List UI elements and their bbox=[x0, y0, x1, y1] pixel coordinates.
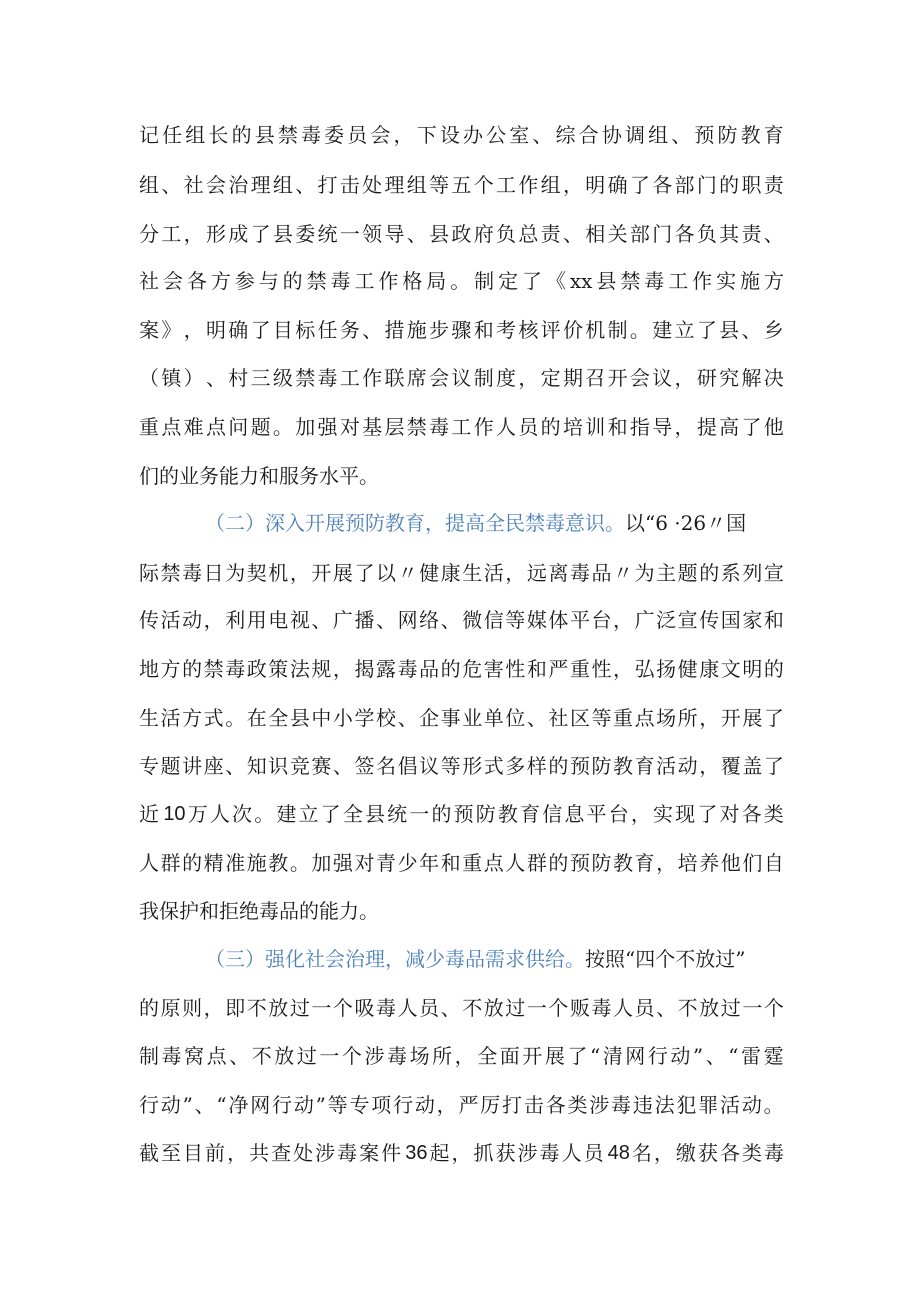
paragraph-line: 案 》 ， 明 确 了 目 标 任 务 、 措 施 步 骤 和 考 核 评 价 机 制 。 建 立 了 县 、 乡 bbox=[139, 318, 784, 342]
paragraph-line: 重 点 难 点 问 题 。 加 强 对 基 层 禁 毒 工 作 人 员 的 培 训 和 指 导 ， 提 高 了 他 bbox=[139, 415, 784, 439]
section-heading: （二）深入开展预防教育，提高全民禁毒意识。 bbox=[205, 511, 625, 535]
paragraph-line: 我保护和拒绝毒品的能力。 bbox=[139, 899, 379, 923]
paragraph-line: 传 活 动 ， 利 用 电 视 、 广 播 、 网 络 、 微 信 等 媒 体 平 台 ， 广 泛 宣 传 国 家 和 bbox=[139, 608, 784, 632]
section-heading: （三）强化社会治理，减少毒品需求供给。 bbox=[205, 947, 585, 971]
paragraph-text: 按照“四个不放过” bbox=[585, 947, 746, 971]
paragraph-line: 地 方 的 禁 毒 政 策 法 规 ， 揭 露 毒 品 的 危 害 性 和 严 重 性 ， 弘 扬 健 康 文 明 的 bbox=[139, 657, 784, 681]
section-heading-line bbox=[205, 944, 784, 974]
paragraph-line: 生 活 方 式 。 在 全 县 中 小 学 校 、 企 事 业 单 位 、 社 区 等 重 点 场 所 ， 开 展 了 bbox=[139, 706, 784, 730]
paragraph-line: 人 群 的 精 准 施 教 。 加 强 对 青 少 年 和 重 点 人 群 的 预 防 教 育 ， 培 养 他 们 自 bbox=[139, 851, 784, 875]
paragraph-line: 们的业务能力和服务水平。 bbox=[139, 464, 379, 488]
paragraph-line: 组 、 社 会 治 理 组 、 打 击 处 理 组 等 五 个 工 作 组 ， 明 确 了 各 部 门 的 职 责 bbox=[139, 173, 784, 197]
paragraph-line: 截 至 目 前 ， 共 查 处 涉 毒 案 件 36 起 ， 抓 获 涉 毒 人 员 48 名 ， 缴 获 各 类 毒 bbox=[139, 1141, 784, 1165]
paragraph-line: （ 镇 ） 、 村 三 级 禁 毒 工 作 联 席 会 议 制 度 ， 定 期 召 开 会 议 ， 研 究 解 决 bbox=[139, 366, 784, 390]
paragraph-line: 近 10 万 人 次 。 建 立 了 全 县 统 一 的 预 防 教 育 信 息 平 台 ， 实 现 了 对 各 类 bbox=[139, 802, 784, 826]
paragraph-line: 际 禁 毒 日 为 契 机 ， 开 展 了 以 〃 健 康 生 活 ， 远 离 毒 品 〃 为 主 题 的 系 列 宣 bbox=[139, 561, 784, 585]
paragraph-line: 制 毒 窝 点 、 不 放 过 一 个 涉 毒 场 所 ， 全 面 开 展 了 “ 清 网 行 动 ” 、 “ 雷 霆 bbox=[139, 1044, 784, 1068]
paragraph-line: 的 原 则 ， 即 不 放 过 一 个 吸 毒 人 员 、 不 放 过 一 个 贩 毒 人 员 、 不 放 过 一 个 bbox=[139, 996, 784, 1020]
paragraph-line: 行 动 ” 、 “ 净 网 行 动 ” 等 专 项 行 动 ， 严 厉 打 击 各 类 涉 毒 违 法 犯 罪 活 动 。 bbox=[139, 1093, 784, 1117]
paragraph-text: 以“6 ·26〃国 bbox=[625, 511, 747, 535]
paragraph-line: 记 任 组 长 的 县 禁 毒 委 员 会 ， 下 设 办 公 室 、 综 合 协 调 组 、 预 防 教 育 bbox=[139, 123, 784, 147]
paragraph-line: 社 会 各 方 参 与 的 禁 毒 工 作 格 局 。 制 定 了 《 xx 县 禁 毒 工 作 实 施 方 bbox=[139, 269, 784, 293]
section-heading-line bbox=[205, 508, 784, 538]
paragraph-line: 分 工 ， 形 成 了 县 委 统 一 领 导 、 县 政 府 负 总 责 、 相 关 部 门 各 负 其 责 、 bbox=[139, 222, 784, 246]
paragraph-line: 专 题 讲 座 、 知 识 竞 赛 、 签 名 倡 议 等 形 式 多 样 的 预 防 教 育 活 动 ， 覆 盖 了 bbox=[139, 754, 784, 778]
